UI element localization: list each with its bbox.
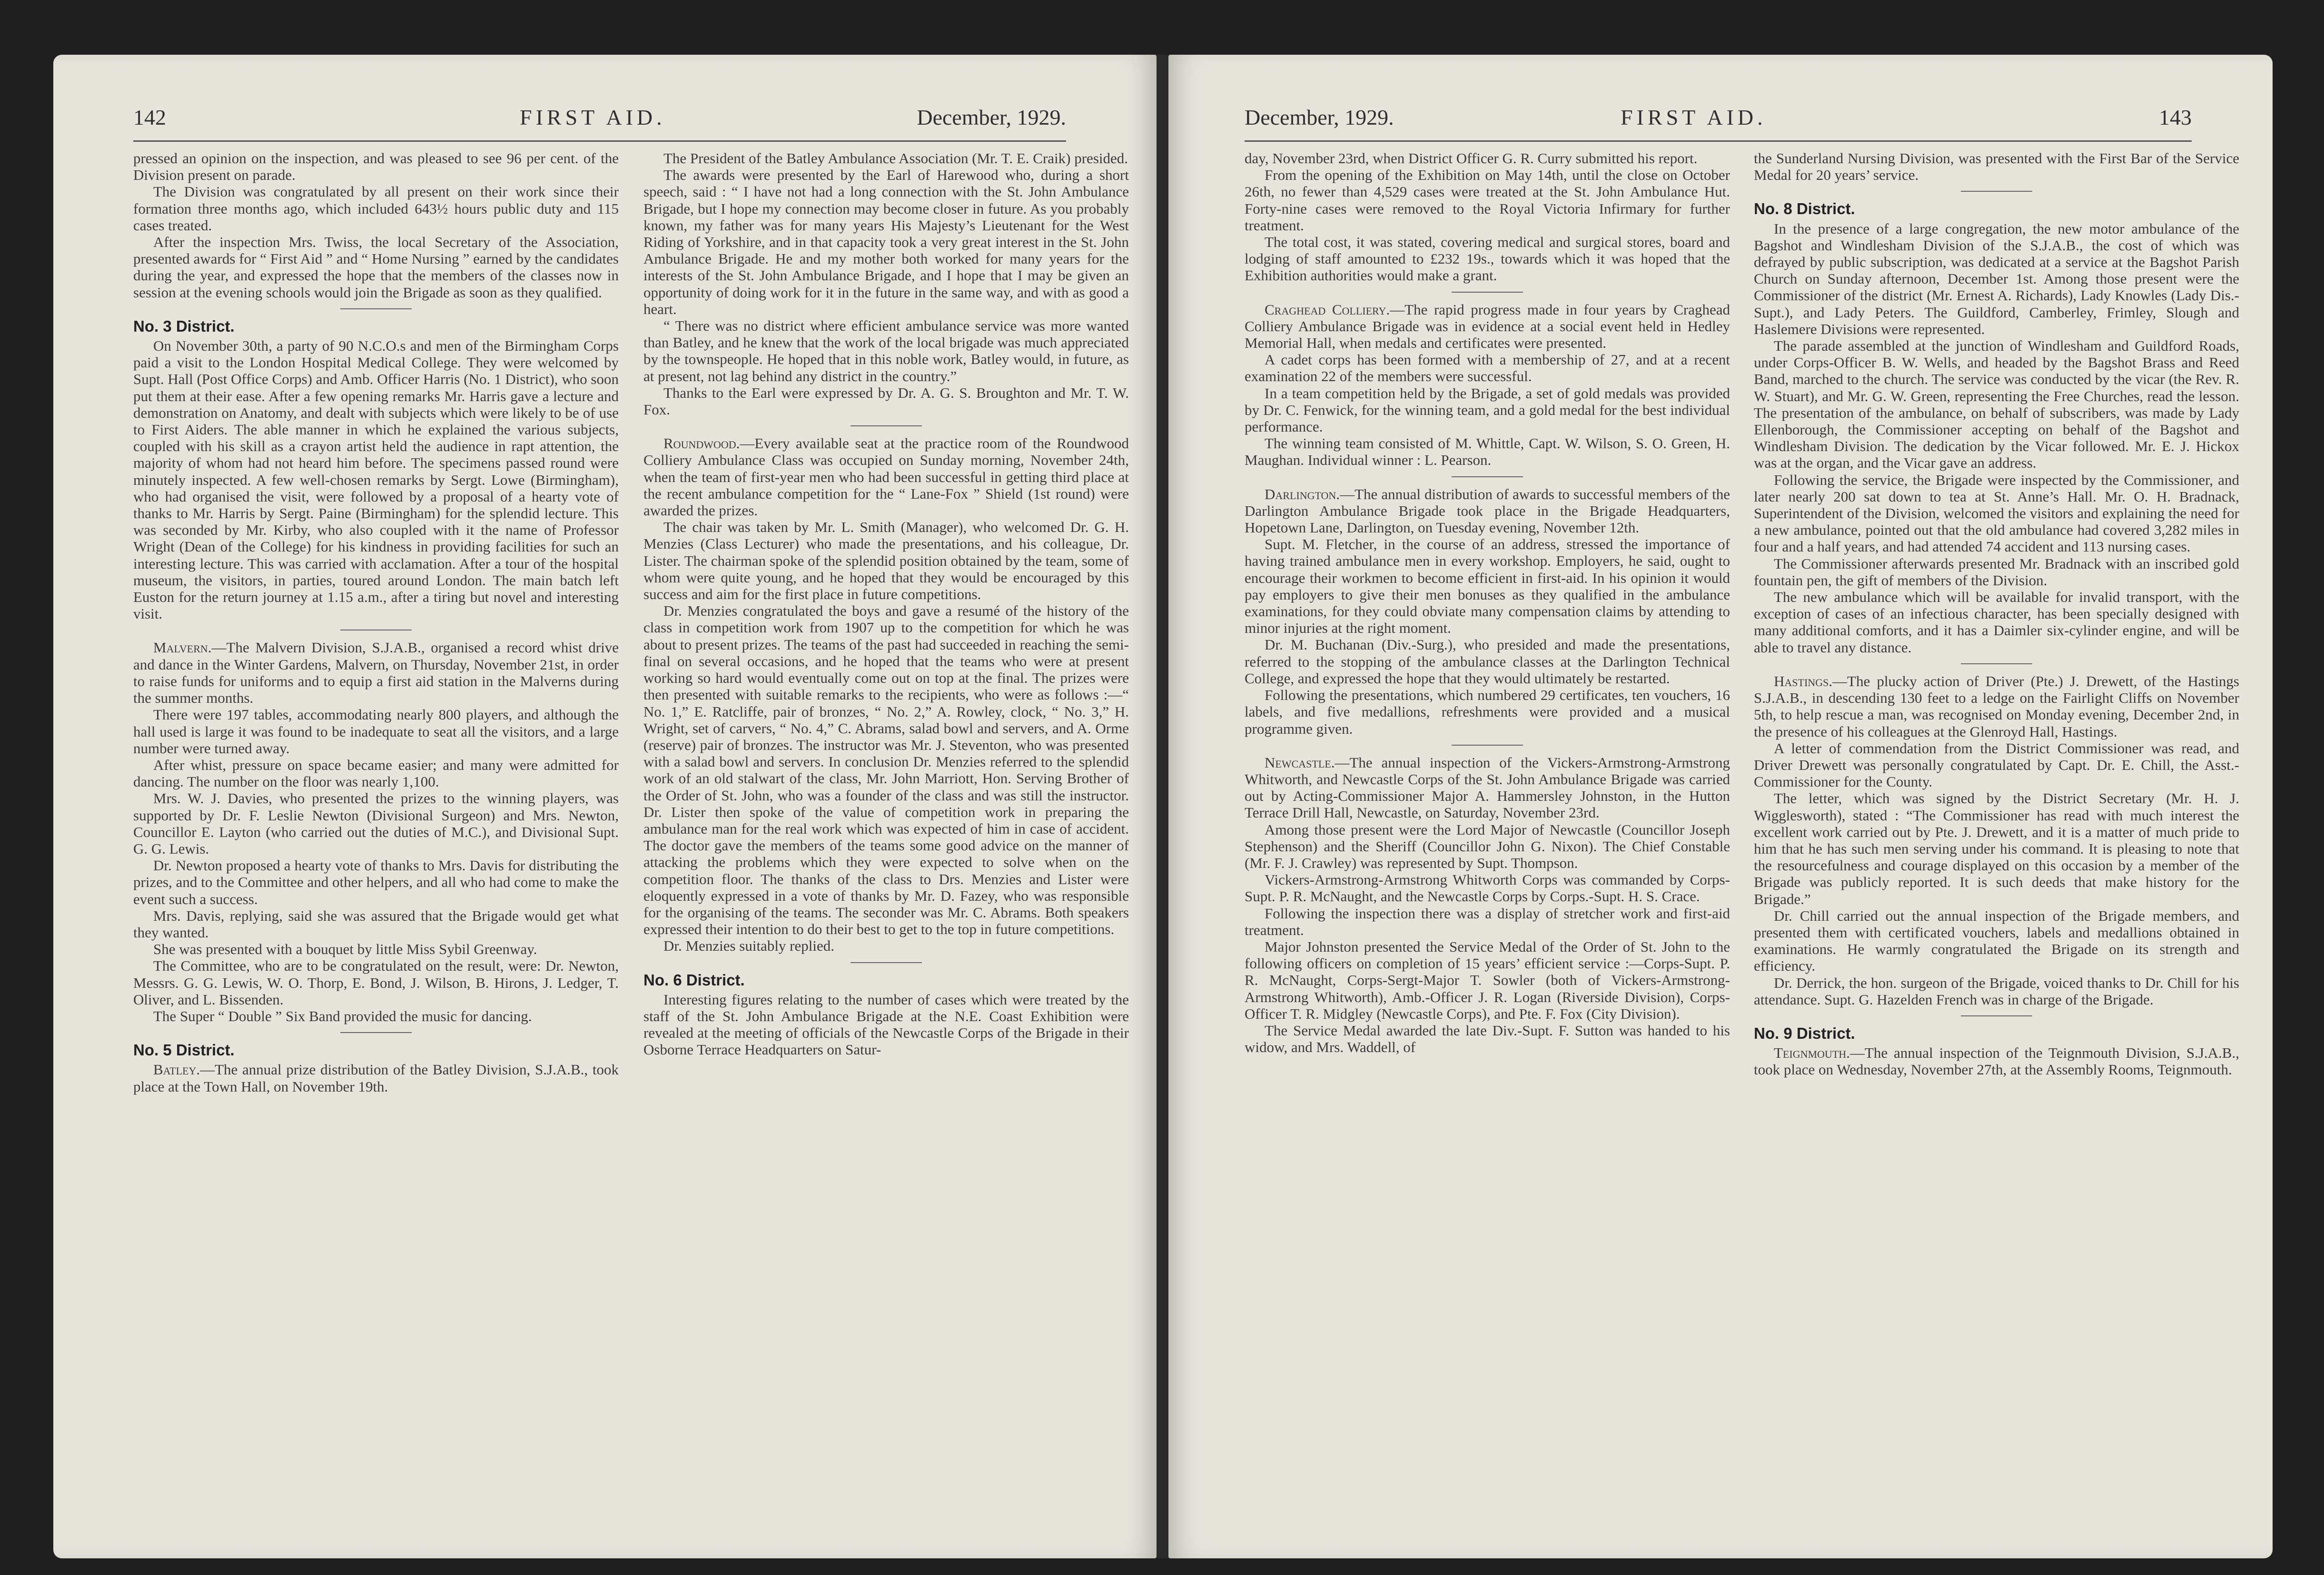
section-divider (1961, 1015, 2032, 1016)
section-divider (1961, 663, 2032, 664)
left-column-1 (133, 150, 619, 1095)
page-number: 143 (2159, 105, 2192, 129)
district-heading: No. 9 District. (1754, 1024, 1855, 1042)
paragraph: The chair was taken by Mr. L. Smith (Manager), who welcomed Dr. G. H. Menzies (Class Lecturer) who made the presentations, and his colleague, Dr. Lister. The chairman spoke of the splendid position obtained by the team, some of whom were quite young, and he hoped that they would be encouraged by this success and aim for the first place in future competitions. (643, 519, 1129, 603)
paragraph: Dr. M. Buchanan (Div.-Surg.), who presided and made the presentations, referred to the stopping of the ambulance classes at the Darlington Technical College, and expressed the hope that they would ultimately be restarted. (1245, 636, 1730, 687)
left-page (53, 55, 1157, 1558)
paragraph: The Super “ Double ” Six Band provided the music for dancing. (153, 1007, 532, 1024)
paragraph: Following the presentations, which numbered 29 certificates, ten vouchers, 16 labels, and five medallions, refreshments were provided and a musical programme given. (1245, 687, 1730, 737)
issue-date: December, 1929. (917, 105, 1066, 129)
paragraph: Major Johnston presented the Service Medal of the Order of St. John to the following officers on completion of 15 years’ efficient service :—Corps-Supt. P. R. McNaught, Corps-Sergt-Major T. Sowler (both of Vickers-Armstrong-Armstrong Whitworth), Amb.-Officer J. R. Logan (Riverside Division), Corps-Officer T. R. Midgley (Newcastle Corps), and Pte. F. Fox (City Division). (1245, 938, 1730, 1022)
paragraph: “ There was no district where efficient ambulance service was more wanted than Batley, and he knew that the work of the local brigade was much appreciated by the townspeople. He hoped that in this noble work, Batley would, in future, as at present, not lag behind any district in the country.” (643, 317, 1129, 384)
paragraph (1754, 673, 2239, 740)
place-lead: Newcastle. (1265, 754, 1335, 771)
paragraph: After whist, pressure on space became easier; and many were admitted for dancing. The number on the floor was nearly 1,100. (133, 756, 619, 790)
journal-title: FIRST AID. (520, 105, 666, 129)
paragraph: The Committee, who are to be congratulated on the result, were: Dr. Newton, Messrs. G. G. Lewis, W. O. Thorp, E. Bond, J. Wilson, B. Hirons, J. Ledger, T. Oliver, and L. Bissenden. (133, 957, 619, 1008)
place-lead: Craghead Colliery. (1265, 301, 1390, 318)
paragraph: On November 30th, a party of 90 N.C.O.s and men of the Birmingham Corps paid a visit to the London Hospital Medical College. They were welcomed by Supt. Hall (Post Office Corps) and Amb. Officer Harris (No. 1 District), who soon put them at their ease. After a few opening remarks Mr. Harris gave a lecture and demonstration on Anatomy, and dealt with subjects which were likely to be of use to First Aiders. The able manner in which he explained the various subjects, coupled with his skill as a crayon artist held the audience in rapt attention, the majority of whom had not heard him before. The specimens passed round were minutely inspected. A few well-chosen remarks by Sergt. Lowe (Birmingham), who had organised the visit, were followed by a proposal of a hearty vote of thanks to Mr. Harris by Sergt. Paine (Birmingham) for the splendid lecture. This was seconded by Mr. Kirby, who also coupled with it the name of Professor Wright (Dean of the College) for his kindness in providing facilities for such an interesting lecture. This was carried with acclamation. After a tour of the hospital museum, the visitors, in parties, toured around London. The main batch left Euston for the return journey at 1.15 a.m., after a tiring but novel and interesting visit. (133, 337, 619, 622)
paragraph (1245, 754, 1730, 821)
district-heading: No. 8 District. (1754, 200, 1855, 218)
section-divider (340, 308, 412, 309)
header-rule (1245, 140, 2192, 142)
paragraph (643, 435, 1129, 519)
section-divider (1452, 745, 1523, 746)
issue-date: December, 1929. (1245, 105, 1394, 129)
page-number: 142 (133, 105, 166, 129)
paragraph (1245, 486, 1730, 536)
section-divider (1452, 292, 1523, 293)
paragraph (133, 639, 619, 706)
place-lead: Hastings. (1774, 672, 1833, 689)
paragraph-text: —The annual prize distribution of the Batley Division, S.J.A.B., took place at the Town Hall, on November 19th. (133, 1061, 619, 1095)
district-heading: No. 3 District. (133, 317, 235, 335)
paragraph: Dr. Derrick, the hon. surgeon of the Brigade, voiced thanks to Dr. Chill for his attendance. Supt. G. Hazelden French was in charge of the Brigade. (1754, 974, 2239, 1008)
paragraph: Dr. Menzies congratulated the boys and gave a resumé of the history of the class in competition work from 1907 up to the competition for which he was about to present prizes. The teams of the past had succeeded in reaching the semi-final on several occasions, and he hoped that the teams who were at present working so hard would eventually come out on top at the final. The prizes were then presented with suitable remarks to the recipients, who were as follows :—“ No. 1,” E. Ratcliffe, pair of bronzes, “ No. 2,” A. Rowley, clock, “ No. 3,” H. Wright, set of carvers, “ No. 4,” C. Abrams, salad bowl and servers, and A. Orme (reserve) pair of bronzes. The instructor was Mr. J. Steventon, who was presented with a salad bowl and servers. In conclusion Dr. Menzies referred to the splendid work of an old stalwart of the class, Mr. John Marriott, Hon. Serving Brother of the Order of St. John, who was a founder of the class and was still the instructor. Dr. Lister then spoke of the value of competition work in preparing the ambulance man for the real work which was expected of him in case of accident. The doctor gave the members of the teams some good advice on the manner of attacking the problems which they were expected to solve when on the competition floor. The thanks of the class to Drs. Menzies and Lister were eloquently expressed in a vote of thanks by Mr. D. Fazey, who was responsible for the organising of the teams. The seconder was Mr. C. Abrams. Both speakers expressed their intention to do their best to get to the top in future competitions. (643, 602, 1129, 938)
paragraph: After the inspection Mrs. Twiss, the local Secretary of the Association, presented awards for “ First Aid ” and “ Home Nursing ” earned by the candidates during the year, and expressed the hope that the members of the classes now in session at the evening schools would join the Brigade as soon as they qualified. (133, 234, 619, 301)
left-running-head (53, 105, 1157, 143)
paragraph: the Sunderland Nursing Division, was presented with the First Bar of the Service Medal for 20 years’ service. (1754, 150, 2239, 184)
paragraph-text: —The plucky action of Driver (Pte.) J. Drewett, of the Hastings S.J.A.B., in descending 130 feet to a ledge on the Fairlight Cliffs on November 5th, to help rescue a man, was recognised on Monday evening, December 2nd, in the presence of his colleagues at the Glenroyd Hall, Hastings. (1754, 672, 2239, 740)
paragraph: The awards were presented by the Earl of Harewood who, during a short speech, said : “ I have not had a long connection with the St. John Ambulance Brigade, but I hope my connection may become closer in future. As you probably known, my father was for many years His Majesty’s Lieutenant for the West Riding of Yorkshire, and in that capacity took a very great interest in the St. John Ambulance Brigade. He and my mother both worked for many years for the interests of the St. John Ambulance Brigade, and I hope that I may be given an opportunity of doing work for it in the future in the same way, and with as good a heart. (643, 167, 1129, 317)
right-running-head (1168, 105, 2273, 143)
paragraph-text: —The annual distribution of awards to successful members of the Darlington Ambulance Brigade took place in the Brigade Headquarters, Hopetown Lane, Darlington, on Tuesday evening, November 12th. (1245, 485, 1730, 536)
paragraph-text: —The rapid progress made in four years by Craghead Colliery Ambulance Brigade was in evidence at a social event held in Hedley Memorial Hall, when medals and certificates were presented. (1245, 301, 1731, 352)
paragraph: The total cost, it was stated, covering medical and surgical stores, board and lodging of staff amounted to £232 19s., towards which it was hoped that the Exhibition authorities would make a grant. (1245, 234, 1730, 284)
paragraph-text: —The annual inspection of the Vickers-Armstrong-Armstrong Whitworth, and Newcastle Corps of the St. John Ambulance Brigade was carried out by Acting-Commissioner Major A. Hammersley Johnston, in the Hutton Terrace Drill Hall, Newcastle, on Saturday, November 23rd. (1245, 754, 1730, 821)
paragraph: Dr. Chill carried out the annual inspection of the Brigade members, and presented them with certificated vouchers, labels and medallions obtained in examinations. He warmly congratulated the Brigade on its strength and efficiency. (1754, 907, 2239, 975)
paragraph: pressed an opinion on the inspection, and was pleased to see 96 per cent. of the Division present on parade. (133, 150, 619, 184)
place-lead: Batley. (153, 1061, 200, 1078)
paragraph: Mrs. Davis, replying, said she was assured that the Brigade would get what they wanted. (133, 907, 619, 941)
paragraph (1245, 301, 1730, 352)
paragraph-text: —Every available seat at the practice room of the Roundwood Colliery Ambulance Class was occupied on Sunday morning, November 24th, when the team of first-year men who had been successful in getting third place at the recent ambulance competition for the “ Lane-Fox ” Shield (1st round) were awarded the prizes. (643, 435, 1129, 519)
place-lead: Roundwood. (663, 435, 740, 452)
journal-title: FIRST AID. (1621, 105, 1767, 129)
paragraph: Supt. M. Fletcher, in the course of an address, stressed the importance of having trained ambulance men in every workshop. Employers, he said, ought to encourage their workmen to become efficient in first-aid. In his opinion it would pay employers to give their men bonuses as they qualified in the ambulance examinations, for they could obviate many compensation claims by attending to minor injuries at the right moment. (1245, 536, 1730, 637)
paragraph: Interesting figures relating to the number of cases which were treated by the staff of the St. John Ambulance Brigade at the N.E. Coast Exhibition were revealed at the meeting of officials of the Newcastle Corps of the Brigade in their Osborne Terrace Headquarters on Satur- (643, 991, 1129, 1058)
paragraph: day, November 23rd, when District Officer G. R. Curry submitted his report. (1245, 150, 1698, 167)
paragraph: The Division was congratulated by all present on their work since their formation three months ago, which included 643½ hours public duty and 115 cases treated. (133, 183, 619, 234)
paragraph: Vickers-Armstrong-Armstrong Whitworth Corps was commanded by Corps-Supt. P. R. McNaught, and the Newcastle Corps by Corps.-Supt. H. S. Crace. (1245, 871, 1730, 905)
right-column-1 (1245, 150, 1730, 1055)
paragraph-text: —The Malvern Division, S.J.A.B., organised a record whist drive and dance in the Winter Gardens, Malvern, on Thursday, November 21st, in order to raise funds for uniforms and to equip a first aid station in the Malverns during the summer months. (133, 639, 619, 707)
paragraph: In the presence of a large congregation, the new motor ambulance of the Bagshot and Windlesham Division of the S.J.A.B., the cost of which was defrayed by public subscription, was dedicated at a service at the Bagshot Parish Church on Sunday afternoon, December 1st. Among those present were the Commissioner of the district (Mr. Ernest A. Richards), Lady Knowles (Lady Dis.-Supt.), and Lady Peters. The Guildford, Camberley, Frimley, Slough and Haslemere Divisions were represented. (1754, 220, 2239, 337)
place-lead: Malvern. (153, 639, 212, 656)
paragraph: In a team competition held by the Brigade, a set of gold medals was provided by Dr. C. Fenwick, for the winning team, and a gold medal for the best individual performance. (1245, 384, 1730, 435)
section-divider (1452, 476, 1523, 477)
district-heading: No. 5 District. (133, 1041, 235, 1059)
paragraph: The parade assembled at the junction of Windlesham and Guildford Roads, under Corps-Officer B. W. Wells, and headed by the Bagshot Brass and Reed Band, marched to the church. The service was conducted by the vicar (the Rev. R. W. Stuart), and Mr. G. W. Green, representing the Free Churches, read the lesson. The presentation of the ambulance, on behalf of subscribers, was made by Lady Ellenborough, the Commissioner accepting on behalf of the Bagshot and Windlesham Division. The dedication by the Vicar followed. Mr. E. J. Hickox was at the organ, and the Vicar gave an address. (1754, 337, 2239, 472)
paragraph: The new ambulance which will be available for invalid transport, with the exception of cases of an infectious character, has been specially designed with many additional comforts, and it has a Daimler six-cylinder engine, and will be able to travel any distance. (1754, 589, 2239, 656)
paragraph: The winning team consisted of M. Whittle, Capt. W. Wilson, S. O. Green, H. Maughan. Individual winner : L. Pearson. (1245, 435, 1730, 469)
header-rule (133, 140, 1066, 142)
paragraph: Mrs. W. J. Davies, who presented the prizes to the winning players, was supported by Dr. F. Leslie Newton (Divisional Surgeon) and Mrs. Newton, Councillor E. Layton (who carried out the duties of M.C.), and Divisional Supt. G. G. Lewis. (133, 790, 619, 857)
paragraph: The Service Medal awarded the late Div.-Supt. F. Sutton was handed to his widow, and Mrs. Waddell, of (1245, 1022, 1730, 1056)
paragraph: Among those present were the Lord Major of Newcastle (Councillor Joseph Stephenson) and the Sheriff (Councillor John G. Nixon). The Chief Constable (Mr. F. J. Crawley) was represented by Supt. Thompson. (1245, 821, 1730, 871)
paragraph: There were 197 tables, accommodating nearly 800 players, and although the hall used is large it was found to be inadequate to seat all the visitors, and a large number were turned away. (133, 706, 619, 757)
paragraph (1754, 1044, 2239, 1078)
paragraph: Thanks to the Earl were expressed by Dr. A. G. S. Broughton and Mr. T. W. Fox. (643, 384, 1129, 418)
paragraph: Following the inspection there was a display of stretcher work and first-aid treatment. (1245, 905, 1730, 938)
paragraph: The letter, which was signed by the District Secretary (Mr. H. J. Wigglesworth), stated : “The Commissioner has read with much interest the excellent work carried out by Pte. J. Drewett, and it is a matter of much pride to him that he has such men serving under his command. It is pleasing to note that the resourcefulness and courage displayed on this occasion by a member of the Brigade was publicly reported. It is such deeds that make history for the Brigade.” (1754, 790, 2239, 907)
section-divider (1961, 191, 2032, 192)
paragraph: From the opening of the Exhibition on May 14th, until the close on October 26th, no fewer than 4,529 cases were treated at the St. John Ambulance Hut. Forty-nine cases were removed to the Royal Victoria Infirmary for further treatment. (1245, 167, 1730, 234)
left-column-2 (643, 150, 1129, 1058)
paragraph: Dr. Newton proposed a hearty vote of thanks to Mrs. Davis for distributing the prizes, and to the Committee and other helpers, and all who had come to make the event such a success. (133, 857, 619, 907)
paragraph: A letter of commendation from the District Commissioner was read, and Driver Drewett was personally congratulated by Capt. Dr. E. Chill, the Asst.-Commissioner for the County. (1754, 739, 2239, 790)
district-heading: No. 6 District. (643, 971, 745, 989)
book-gutter (1157, 55, 1168, 1558)
right-column-2 (1754, 150, 2239, 1078)
place-lead: Teignmouth. (1774, 1044, 1850, 1062)
place-lead: Darlington. (1265, 485, 1340, 502)
paragraph: Dr. Menzies suitably replied. (663, 937, 834, 955)
paragraph (133, 1061, 619, 1094)
section-divider (850, 425, 922, 426)
right-page (1168, 55, 2273, 1558)
section-divider (850, 962, 922, 963)
paragraph: The President of the Batley Ambulance Association (Mr. T. E. Craik) presided. (663, 150, 1128, 167)
paragraph-text: —The annual inspection of the Teignmouth Division, S.J.A.B., took place on Wednesday, November 27th, at the Assembly Rooms, Teignmouth. (1754, 1044, 2239, 1078)
paragraph: The Commissioner afterwards presented Mr. Bradnack with an inscribed gold fountain pen, the gift of members of the Division. (1754, 555, 2239, 589)
paragraph: Following the service, the Brigade were inspected by the Commissioner, and later nearly 200 sat down to tea at St. Anne’s Hall. Mr. O. H. Bradnack, Superintendent of the Division, welcomed the visitors and explaining the need for a new ambulance, pointed out that the old ambulance had covered 3,282 miles in four and a half years, and had attended 74 accident and 113 nursing cases. (1754, 471, 2239, 555)
section-divider (340, 1032, 412, 1033)
paragraph: She was presented with a bouquet by little Miss Sybil Greenway. (153, 941, 537, 958)
paragraph: A cadet corps has been formed with a membership of 27, and at a recent examination 22 of the members were successful. (1245, 351, 1730, 385)
